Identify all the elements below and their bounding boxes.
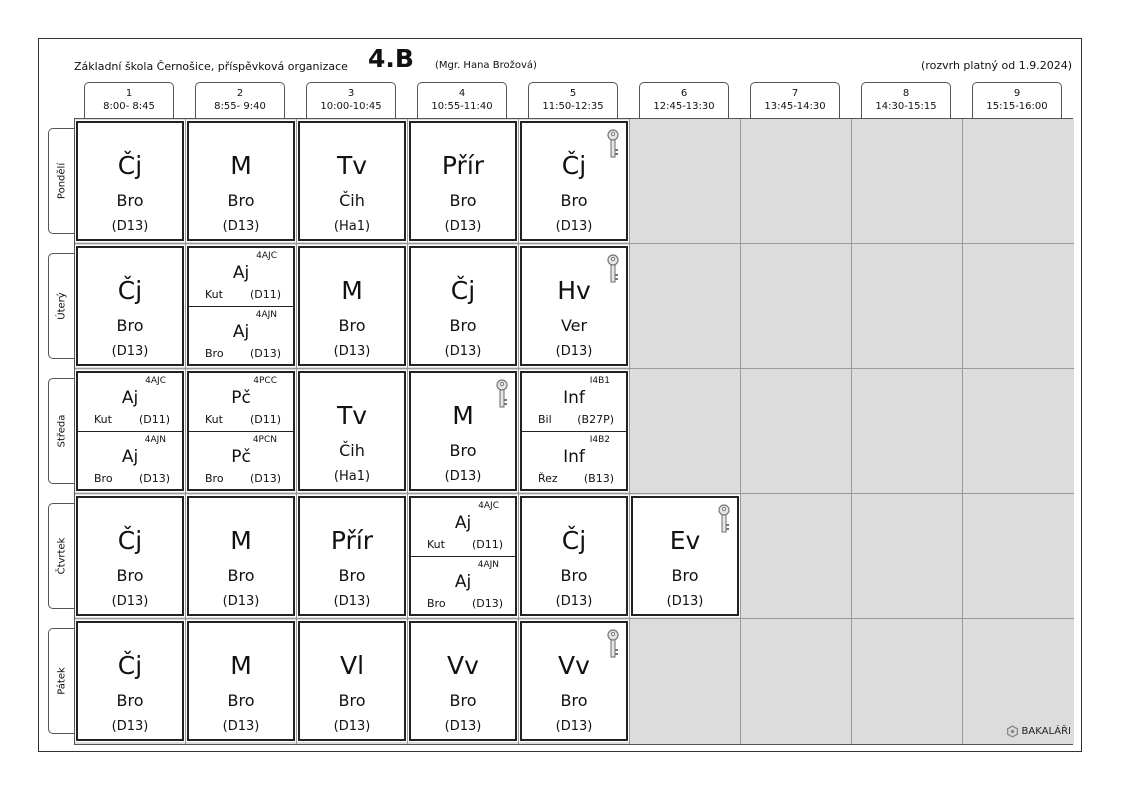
lesson-cell[interactable] [76, 246, 184, 366]
subject: Inf [563, 447, 585, 467]
day-tab-2 [48, 253, 74, 359]
group-code: 4AJN [255, 310, 277, 320]
teacher: Bro [449, 691, 477, 710]
empty-cell [741, 494, 852, 619]
teacher: Bro [449, 191, 477, 210]
subject: Čj [450, 276, 476, 305]
lesson-cell[interactable] [76, 621, 184, 741]
period-number: 1 [125, 88, 133, 99]
key-icon [495, 379, 509, 409]
class-teacher: (Mgr. Hana Brožová) [435, 60, 537, 71]
group-lesson[interactable] [78, 432, 182, 490]
key-icon [717, 504, 731, 534]
group-lesson[interactable] [522, 432, 626, 490]
teacher: Bro [338, 316, 366, 335]
group-code: I4B2 [589, 435, 610, 445]
room: (D13) [222, 719, 260, 734]
subject: M [230, 526, 252, 555]
teacher: Bro [427, 597, 446, 610]
room: (D13) [222, 594, 260, 609]
subject: Přír [441, 151, 485, 180]
group-lesson[interactable] [78, 373, 182, 432]
room: (Ha1) [333, 469, 371, 484]
room: (D13) [333, 594, 371, 609]
bakalari-logo-text: BAKALÁŘI [1021, 726, 1071, 737]
room: (D11) [138, 413, 170, 426]
period-header-4 [417, 82, 507, 118]
period-number: 9 [1013, 88, 1021, 99]
day-name: Úterý [56, 292, 67, 320]
school-name: Základní škola Černošice, příspěvková organizace [74, 60, 348, 73]
subject: M [452, 401, 474, 430]
teacher: Řez [538, 472, 558, 485]
lesson-cell[interactable] [409, 246, 517, 366]
period-time: 10:00-10:45 [320, 101, 382, 112]
empty-cell [852, 119, 963, 244]
empty-cell [852, 619, 963, 744]
lesson-cell[interactable] [76, 496, 184, 616]
subject: Aj [121, 447, 139, 467]
teacher: Bro [560, 191, 588, 210]
empty-cell [963, 244, 1074, 369]
empty-cell [852, 494, 963, 619]
group-code: 4AJC [256, 251, 277, 261]
lesson-cell[interactable] [187, 621, 295, 741]
group-code: 4AJN [144, 435, 166, 445]
room: (D13) [222, 219, 260, 234]
day-tab-4 [48, 503, 74, 609]
lesson-cell[interactable] [520, 621, 628, 741]
empty-cell [852, 244, 963, 369]
period-number: 8 [902, 88, 910, 99]
teacher: Bro [94, 472, 113, 485]
period-number: 7 [791, 88, 799, 99]
lesson-cell[interactable] [187, 246, 295, 366]
group-lesson[interactable] [411, 498, 515, 557]
key-icon [606, 129, 620, 159]
lesson-cell[interactable] [520, 121, 628, 241]
room: (D13) [333, 719, 371, 734]
subject: Tv [336, 401, 368, 430]
empty-cell [963, 369, 1074, 494]
empty-cell [630, 369, 741, 494]
room: (D13) [111, 219, 149, 234]
room: (D13) [555, 344, 593, 359]
period-time: 8:00- 8:45 [103, 101, 155, 112]
teacher: Kut [205, 413, 223, 426]
room: (D13) [555, 219, 593, 234]
lesson-cell[interactable] [409, 621, 517, 741]
validity-note: (rozvrh platný od 1.9.2024) [921, 59, 1072, 72]
lesson-cell[interactable] [76, 371, 184, 491]
subject: M [230, 151, 252, 180]
teacher: Bro [338, 566, 366, 585]
teacher: Ver [560, 316, 588, 335]
key-icon [606, 254, 620, 284]
subject: Čj [561, 526, 587, 555]
teacher: Bro [227, 566, 255, 585]
subject: Přír [330, 526, 374, 555]
room: (D13) [444, 219, 482, 234]
subject: Ev [669, 526, 701, 555]
teacher: Bro [227, 691, 255, 710]
subject: Inf [563, 388, 585, 408]
period-header-2 [195, 82, 285, 118]
lesson-cell[interactable] [520, 496, 628, 616]
subject: Čj [117, 276, 143, 305]
class-name: 4.B [368, 44, 414, 73]
subject: Aj [454, 513, 472, 533]
group-lesson[interactable] [522, 373, 626, 432]
period-time: 15:15-16:00 [986, 101, 1048, 112]
room: (D13) [138, 472, 170, 485]
subject: Čj [561, 151, 587, 180]
subject: Vl [339, 651, 365, 680]
lesson-cell[interactable] [298, 121, 406, 241]
lesson-cell[interactable] [187, 121, 295, 241]
period-number: 2 [236, 88, 244, 99]
subject: Aj [232, 263, 250, 283]
teacher: Bro [449, 441, 477, 460]
room: (D13) [249, 472, 281, 485]
period-number: 3 [347, 88, 355, 99]
empty-cell [630, 619, 741, 744]
teacher: Bro [116, 316, 144, 335]
teacher: Kut [427, 538, 445, 551]
lesson-cell[interactable] [298, 496, 406, 616]
empty-cell [741, 244, 852, 369]
teacher: Bil [538, 413, 552, 426]
empty-cell [741, 119, 852, 244]
subject: Čj [117, 526, 143, 555]
empty-cell [963, 119, 1074, 244]
room: (D13) [444, 469, 482, 484]
teacher: Bro [116, 191, 144, 210]
day-name: Středa [56, 414, 67, 448]
period-time: 10:55-11:40 [431, 101, 493, 112]
teacher: Čih [339, 441, 365, 460]
empty-cell [741, 369, 852, 494]
subject: M [341, 276, 363, 305]
room: (D13) [555, 719, 593, 734]
lesson-cell[interactable] [187, 496, 295, 616]
period-number: 6 [680, 88, 688, 99]
key-icon [606, 629, 620, 659]
empty-cell [630, 119, 741, 244]
subject: Čj [117, 151, 143, 180]
subject: Aj [121, 388, 139, 408]
room: (B27P) [577, 413, 614, 426]
group-code: 4AJC [145, 376, 166, 386]
lesson-cell[interactable] [409, 121, 517, 241]
subject: Pč [231, 447, 251, 467]
period-header-7 [750, 82, 840, 118]
day-name: Pondělí [56, 162, 67, 200]
subject: Vv [447, 651, 479, 680]
period-number: 5 [569, 88, 577, 99]
subject: Vv [558, 651, 590, 680]
room: (D13) [444, 344, 482, 359]
day-name: Pátek [56, 667, 67, 695]
empty-cell [963, 494, 1074, 619]
lesson-cell[interactable] [520, 246, 628, 366]
teacher: Bro [671, 566, 699, 585]
empty-cell [630, 244, 741, 369]
empty-cell [741, 619, 852, 744]
room: (D13) [444, 719, 482, 734]
group-code: I4B1 [589, 376, 610, 386]
teacher: Bro [116, 691, 144, 710]
group-code: 4AJN [477, 560, 499, 570]
teacher: Čih [339, 191, 365, 210]
day-tab-3 [48, 378, 74, 484]
day-name: Čtvrtek [56, 537, 67, 575]
group-lesson[interactable] [189, 307, 293, 365]
day-tab-1 [48, 128, 74, 234]
room: (D13) [249, 347, 281, 360]
subject: Hv [557, 276, 591, 305]
lesson-cell[interactable] [409, 496, 517, 616]
group-lesson[interactable] [189, 373, 293, 432]
room: (D11) [471, 538, 503, 551]
room: (D13) [666, 594, 704, 609]
subject: Pč [231, 388, 251, 408]
room: (D11) [249, 413, 281, 426]
teacher: Bro [338, 691, 366, 710]
period-header-6 [639, 82, 729, 118]
period-header-5 [528, 82, 618, 118]
room: (D13) [471, 597, 503, 610]
period-header-9 [972, 82, 1062, 118]
lesson-cell[interactable] [76, 121, 184, 241]
teacher: Kut [205, 288, 223, 301]
period-time: 8:55- 9:40 [214, 101, 266, 112]
lesson-cell[interactable] [298, 621, 406, 741]
group-lesson[interactable] [189, 432, 293, 490]
teacher: Bro [449, 316, 477, 335]
teacher: Bro [116, 566, 144, 585]
teacher: Bro [560, 566, 588, 585]
subject: Aj [454, 572, 472, 592]
group-lesson[interactable] [189, 248, 293, 307]
group-lesson[interactable] [411, 557, 515, 615]
subject: Aj [232, 322, 250, 342]
group-code: 4PCN [252, 435, 277, 445]
subject: Čj [117, 651, 143, 680]
subject: M [230, 651, 252, 680]
teacher: Bro [560, 691, 588, 710]
teacher: Bro [205, 472, 224, 485]
room: (D13) [111, 344, 149, 359]
room: (Ha1) [333, 219, 371, 234]
teacher: Bro [205, 347, 224, 360]
period-time: 11:50-12:35 [542, 101, 604, 112]
room: (B13) [583, 472, 614, 485]
period-header-1 [84, 82, 174, 118]
lesson-cell[interactable] [631, 496, 739, 616]
lesson-cell[interactable] [298, 246, 406, 366]
period-header-8 [861, 82, 951, 118]
period-time: 12:45-13:30 [653, 101, 715, 112]
bakalari-logo-icon [1006, 725, 1019, 738]
room: (D13) [111, 594, 149, 609]
room: (D13) [555, 594, 593, 609]
period-number: 4 [458, 88, 466, 99]
lesson-cell[interactable] [520, 371, 628, 491]
period-header-3 [306, 82, 396, 118]
room: (D13) [111, 719, 149, 734]
timetable-grid [74, 118, 1073, 745]
teacher: Bro [227, 191, 255, 210]
teacher: Kut [94, 413, 112, 426]
day-tab-5 [48, 628, 74, 734]
lesson-cell[interactable] [409, 371, 517, 491]
lesson-cell[interactable] [187, 371, 295, 491]
group-code: 4PCC [253, 376, 277, 386]
bakalari-logo [1006, 725, 1071, 738]
subject: Tv [336, 151, 368, 180]
group-code: 4AJC [478, 501, 499, 511]
room: (D13) [333, 344, 371, 359]
period-time: 13:45-14:30 [764, 101, 826, 112]
lesson-cell[interactable] [298, 371, 406, 491]
room: (D11) [249, 288, 281, 301]
period-time: 14:30-15:15 [875, 101, 937, 112]
empty-cell [852, 369, 963, 494]
